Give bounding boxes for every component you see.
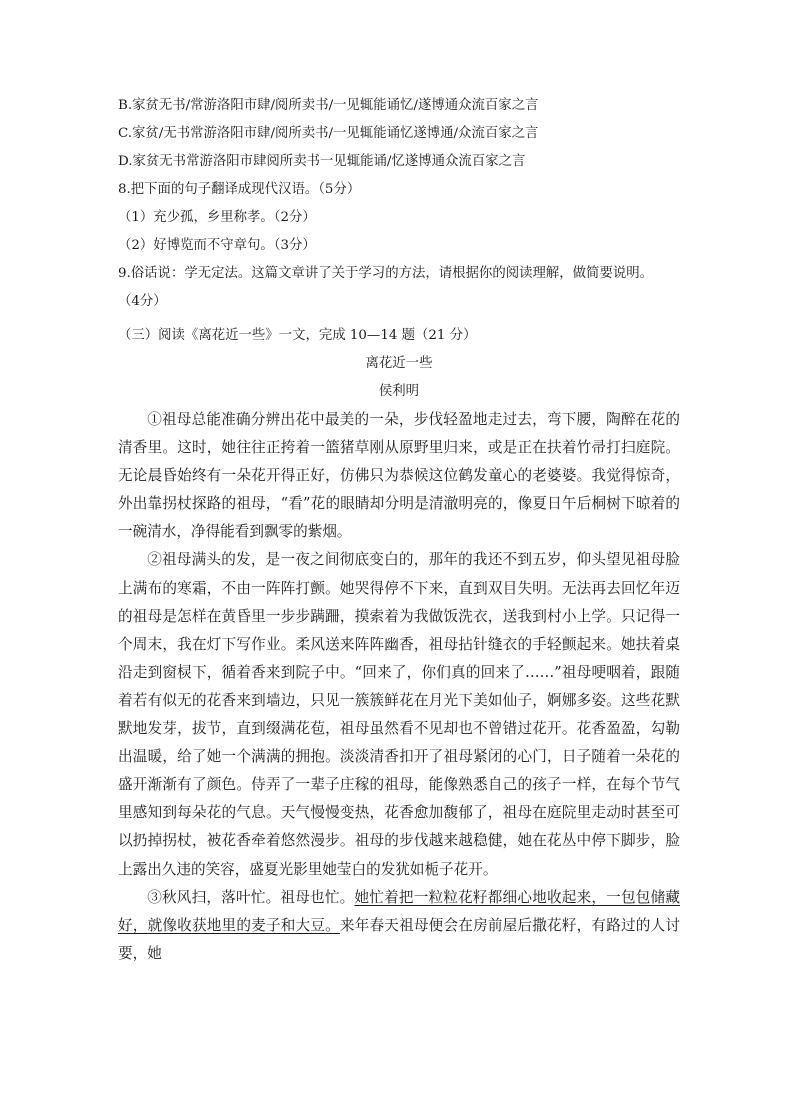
article-paragraph-1: ①祖母总能准确分辨出花中最美的一朵，步伐轻盈地走过去，弯下腰，陶醉在花的清香里。这时，她往往正挎着一篮猪草刚从原野里归来，或是正在扶着竹帚打扫庭院。无论晨昏始终有一朵花开得正好，仿佛只为恭候这位鹤发童心的老婆婆。我觉得惊奇，外出靠拐杖探路的祖母，“看”花的眼睛却分明是清澈明亮的，像夏日午后桐树下晾着的一碗清水，净得能看到飘零的紫烟。 bbox=[118, 411, 680, 541]
paragraph-3-tail: 来年春天祖母便会在房前屋后撒花籽，有路过的人讨要，她 bbox=[118, 916, 680, 962]
option-b: B.家贫无书/常游洛阳市肆/阅所卖书/一见辄能诵忆/遂博通众流百家之言 bbox=[118, 98, 539, 113]
option-d: D.家贫无书常游洛阳市肆阅所卖书一见辄能诵/忆遂博通众流百家之言 bbox=[118, 154, 526, 169]
article-paragraph-3 bbox=[118, 884, 680, 968]
option-c: C.家贫/无书常游洛阳市肆/阅所卖书/一见辄能诵忆遂博通/众流百家之言 bbox=[118, 126, 539, 141]
article-title: 离花近一些 bbox=[365, 356, 433, 371]
question-8-stem: 8.把下面的句子翻译成现代汉语。（5分） bbox=[118, 182, 361, 197]
question-9-stem: 9.俗话说：学无定法。这篇文章讲了关于学习的方法，请根据你的阅读理解，做简要说明。 bbox=[118, 266, 654, 281]
question-9-score: （4分） bbox=[118, 294, 167, 309]
question-8-item-1: （1）充少孤，乡里称孝。（2分） bbox=[118, 210, 316, 225]
article-author: 侯利明 bbox=[378, 384, 420, 399]
document-page bbox=[118, 92, 680, 968]
question-8-item-2: （2）好博览而不守章句。（3分） bbox=[118, 238, 316, 253]
article-paragraph-2: ②祖母满头的发，是一夜之间彻底变白的，那年的我还不到五岁，仰头望见祖母脸上满布的寒霜，不由一阵阵打颤。她哭得停不下来，直到双目失明。无法再去回忆年迈的祖母是怎样在黄昏里一步步蹒跚，摸索着为我做饭洗衣，送我到村小上学。只记得一个周末，我在灯下写作业。柔风送来阵阵幽香，祖母拈针缝衣的手轻颤起来。她扶着桌沿走到窗棂下，循着香来到院子中。“回来了，你们真的回来了……”祖母哽咽着，跟随着若有似无的花香来到墙边，只见一簇簇鲜花在月光下美如仙子，婀娜多姿。这些花默默地发芽，拔节，直到缀满花苞，祖母虽然看不见却也不曾错过花开。花香盈盈，勾勒出温暖，给了她一个满满的拥抱。淡淡清香扣开了祖母紧闭的心门，日子随着一朵花的盛开渐渐有了颜色。侍弄了一辈子庄稼的祖母，能像熟悉自己的孩子一样，在每个节气里感知到每朵花的气息。天气慢慢变热，花香愈加馥郁了，祖母在庭院里走动时甚至可以扔掉拐杖，被花香牵着悠然漫步。祖母的步伐越来越稳健，她在花丛中停下脚步，脸上露出久违的笑容，盛夏光影里她莹白的发犹如栀子花开。 bbox=[118, 551, 680, 878]
section-3-heading: （三）阅读《离花近一些》一文，完成 10—14 题（21 分） bbox=[118, 328, 477, 343]
paragraph-3-lead: ③秋风扫，落叶忙。祖母也忙。 bbox=[147, 888, 355, 906]
paragraph-3-underlined-sentence: 她忙着把一粒粒花籽都细心地收起来，一包包储藏好，就像收获地里的麦子和大豆。 bbox=[118, 888, 680, 934]
